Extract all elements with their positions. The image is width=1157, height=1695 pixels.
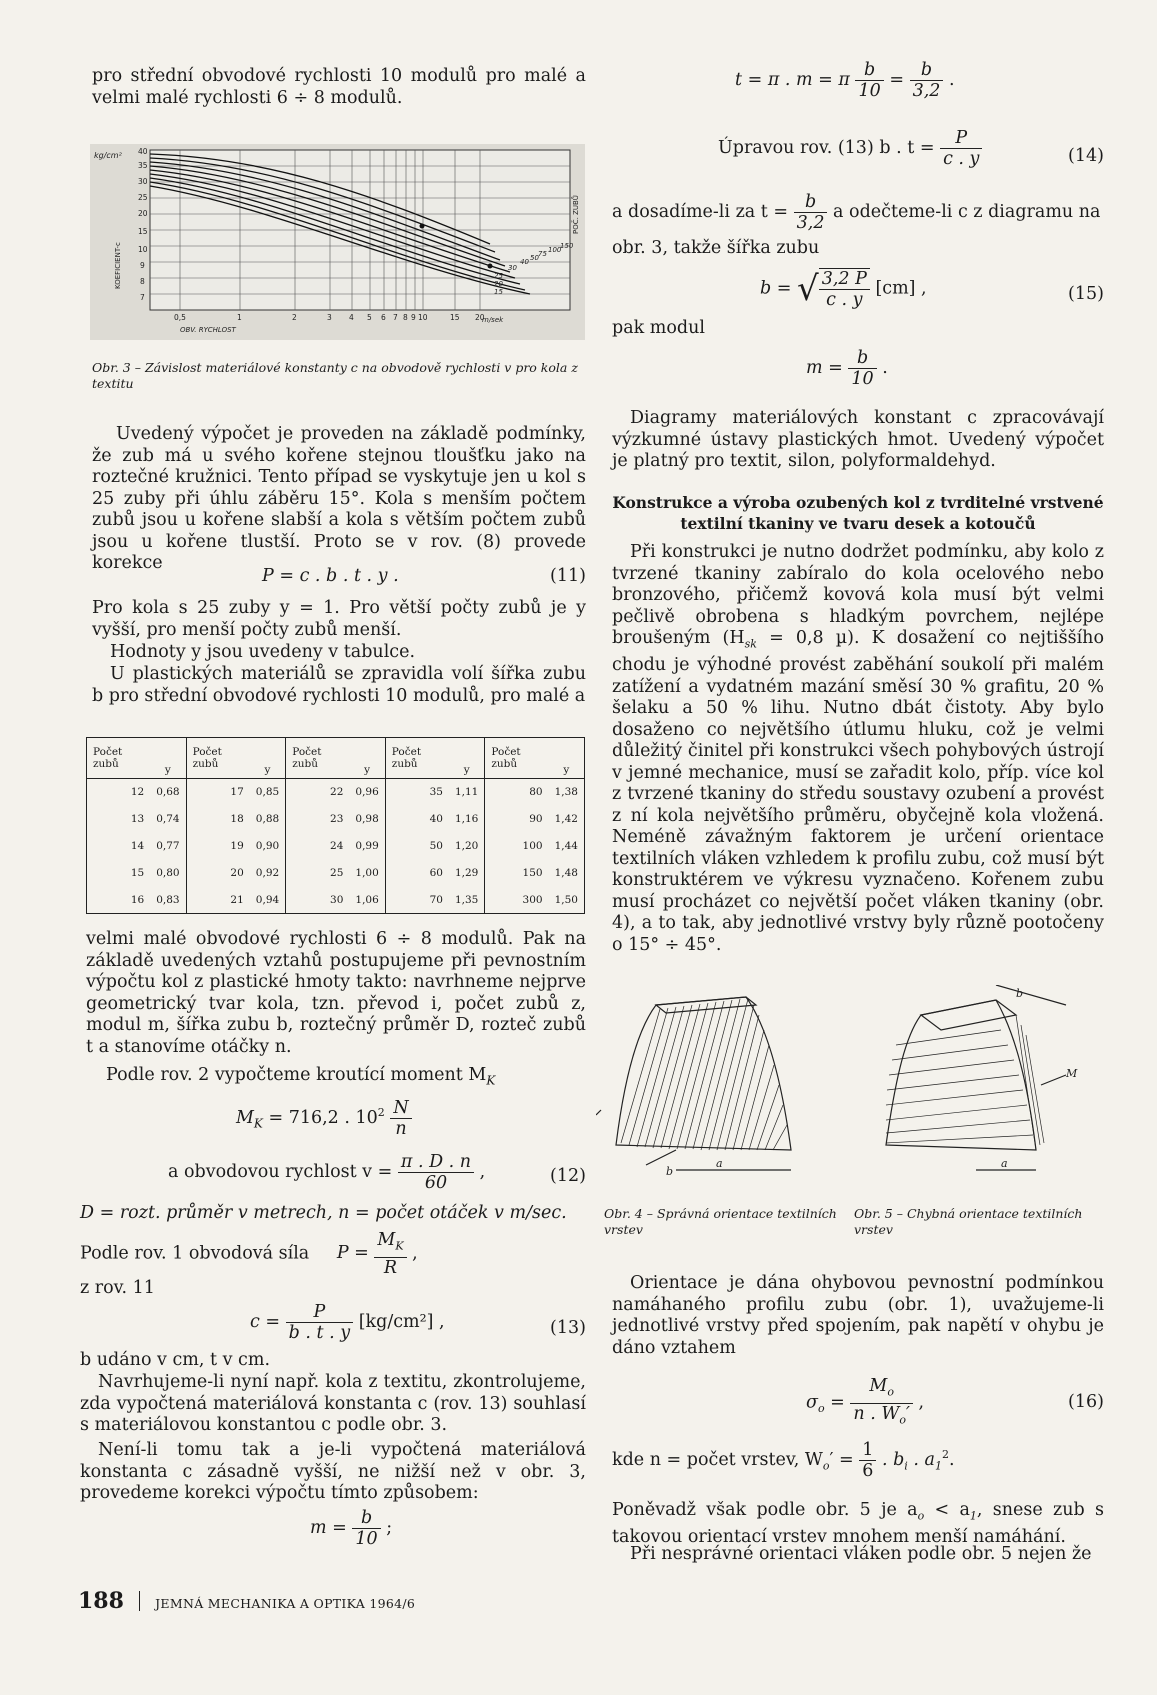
table-cell: 1,35 <box>454 893 479 906</box>
table-cell: 12 <box>130 786 145 799</box>
table-header-count: Počet zubů <box>485 738 549 778</box>
table-cell: 100 <box>485 832 549 859</box>
paragraph-r7: Poněvadž však podle obr. 5 je $a_o < a_1$, snese zub s takovou orientací vrstev mnohem menší namáhání. <box>612 1500 1104 1547</box>
y-tick: 35 <box>138 161 148 170</box>
y-values-table <box>86 737 585 914</box>
footer-divider <box>139 1591 140 1611</box>
table-header-y: y <box>364 763 371 776</box>
table-cell: 0,88 <box>255 813 280 826</box>
table-cell: 1,48 <box>554 866 578 879</box>
fig5-drawing <box>886 985 1066 1170</box>
equation-15 <box>760 268 927 310</box>
equation-p: Podle rov. 1 obvodová síla P = $\frac{M_K}{R}$ , <box>80 1230 418 1278</box>
fig5-label-b: b <box>1016 987 1024 1000</box>
y-unit-label: kg/cm² <box>94 151 122 160</box>
fig4-drawing <box>596 997 791 1170</box>
y-tick: 30 <box>138 177 148 186</box>
table-header-y: y <box>164 763 171 776</box>
eq-mk-fraction: $\frac{N}{n}$ <box>390 1098 411 1139</box>
equation-15-number: (15) <box>1068 284 1104 304</box>
table-cell: 20 <box>186 859 250 886</box>
x-tick: 7 <box>393 313 398 322</box>
z-tick: 100 <box>548 246 562 254</box>
eq-m-fraction: $\frac{b}{10}$ <box>352 1508 380 1549</box>
table-cell: 0,90 <box>255 839 280 852</box>
r7c: , snese zub s takovou orientací vrstev mnohem menší namáhání. <box>612 1500 1104 1547</box>
paragraph-9: Navrhujeme-li nyní např. kola z textitu, zkontrolujeme, zda vypočtená materiálová konstanta c (rov. 13) souhlasí s materiálovou konstantou c podle obr. 3. <box>80 1372 586 1435</box>
x-tick: 9 <box>411 313 416 322</box>
table-cell: 1,11 <box>454 786 479 799</box>
x-axis-label: OBV. RYCHLOST <box>180 326 236 334</box>
y-tick: 9 <box>140 261 145 270</box>
eq-m2-lhs: m = <box>806 358 843 378</box>
x-tick: 5 <box>367 313 372 322</box>
x-tick: 2 <box>292 313 297 322</box>
eq16-fraction: $\frac{M_o}{n . W_o'}$ <box>850 1376 913 1430</box>
table-row <box>87 886 584 913</box>
r7a: Poněvadž však podle obr. 5 je a <box>612 1500 918 1520</box>
table-cell: 22 <box>286 778 350 806</box>
paragraph-r3: Diagramy materiálových konstant c zpracovávají výzkumné ústavy plastických hmot. Uvedený výpočet je platný pro textit, silon, polyformaldehyd. <box>612 408 1104 471</box>
x-unit-label: m/sek <box>482 316 504 324</box>
y-tick: 8 <box>140 277 145 286</box>
journal-name: JEMNÁ MECHANIKA A OPTIKA 1964/6 <box>155 1596 416 1611</box>
table-row <box>87 832 584 859</box>
paragraph-r2: pak modul <box>612 318 706 338</box>
figures-4-5 <box>596 985 1104 1195</box>
equation-12-number: (12) <box>550 1166 586 1186</box>
eq-mk-rhs: = 716,2 . 10 <box>268 1108 378 1128</box>
table-cell: 0,80 <box>156 866 180 879</box>
table-cell: 1,29 <box>454 866 479 879</box>
table-cell: 14 <box>130 839 145 852</box>
table-cell: 16 <box>130 893 145 906</box>
page-footer <box>78 1588 415 1614</box>
eq-m-tail: ; <box>386 1518 393 1538</box>
table-header-y: y <box>463 763 470 776</box>
table-header-count: Počet zubů <box>186 738 250 778</box>
z-tick: 25 <box>494 272 503 280</box>
figure-4-caption: Obr. 4 – Správná orientace textilních vrstev <box>604 1206 837 1237</box>
eq12-fraction: $\frac{\pi . D . n}{60}$ <box>398 1152 474 1193</box>
table-cell: 0,83 <box>156 893 180 906</box>
paragraph-8: b udáno v cm, t v cm. <box>80 1350 271 1370</box>
r4b-text: = 0,8 µ). K dosažení co nejtiššího chodu je výhodné provést zaběhání soukolí při malém zatížení a vydatném mazání směsí 30 % grafitu, 20 % šelaku a 50 % lihu. Nutno dbát čistoty. Aby bylo dosaženo co největšího útlumu hluku, což je velmi důležitý činitel při konstrukci všech pohybových ústrojí v jemné mechanice, musí se zařadit kolo, příp. více kol z tvrzené tkaniny do středu soustavy ozubení a provést z ní kola největšího průměru, obyčejně kola vložená. Neméně závažným faktorem je určení orientace textilních vláken vzhledem k profilu zubu, což musí být konstruktérem ve výkresu vyznačeno. Kořenem zubu musí procházet co největší počet vláken tkaniny (obr. 4), a to tak, aby jednotlivé vrstvy byly různě pootočeny o 15° ÷ 45°. <box>612 628 1104 955</box>
y-tick: 25 <box>138 193 148 202</box>
table-header-count: Počet zubů <box>93 745 123 770</box>
table-cell: 0,85 <box>255 786 280 799</box>
table-cell: 35 <box>385 778 449 806</box>
x-tick: 1 <box>237 313 242 322</box>
y-tick: 20 <box>138 209 148 218</box>
table-row <box>87 778 584 806</box>
figure-5-caption: Obr. 5 – Chybná orientace textilních vrstev <box>854 1206 1083 1237</box>
table-cell: 30 <box>286 886 350 913</box>
table-cell: 40 <box>385 806 449 833</box>
p6-lead: Podle rov. 1 obvodová síla <box>80 1243 310 1264</box>
paragraph-r8: Při nesprávné orientaci vláken podle obr. 5 nejen že <box>630 1544 1092 1564</box>
eq16-sigma: σ <box>806 1392 818 1413</box>
table-cell: 0,92 <box>255 866 280 879</box>
z-tick: 30 <box>508 264 517 272</box>
x-tick: 20 <box>475 313 485 322</box>
paragraph-2c: U plastických materiálů se zpravidla volí šířka zubu b pro střední obvodové rychlosti 10 modulů, pro malé a <box>92 664 586 706</box>
eq13-lhs: c = <box>250 1312 281 1332</box>
table-cell: 60 <box>385 859 449 886</box>
x-tick: 6 <box>381 313 386 322</box>
fig4-label-a: a <box>716 1157 723 1170</box>
eq-t-frac1: $\frac{b}{10}$ <box>855 60 883 101</box>
p6-eq: P = <box>336 1243 369 1264</box>
eq-t-lhs: t = π . m = π <box>735 70 850 90</box>
table-row <box>87 806 584 833</box>
table-cell: 1,20 <box>454 839 479 852</box>
eq-t-frac2: $\frac{b}{3,2}$ <box>910 60 944 101</box>
table-cell: 15 <box>130 866 145 879</box>
table-cell: 0,94 <box>255 893 280 906</box>
x-tick: 10 <box>418 313 428 322</box>
table-cell: 1,42 <box>554 813 578 826</box>
paragraph-5: D = rozt. průměr v metrech, n = počet otáček v m/sec. <box>80 1203 567 1223</box>
eq15-lhs: b = <box>760 278 792 299</box>
paragraph-10: Není-li tomu tak a je-li vypočtená materiálová konstanta c zásadně vyšší, ne nižší než v obr. 3, provedeme korekci výpočtu tímto způsobem: <box>80 1440 586 1503</box>
table-header-y: y <box>264 763 271 776</box>
gear-tooth-drawings <box>596 985 1104 1195</box>
right-axis-label: POČ. ZUBŮ <box>572 195 580 234</box>
eq15-fraction: $\frac{3,2 P}{c . y}$ <box>819 268 870 310</box>
table-cell: 18 <box>186 806 250 833</box>
subscript: K <box>253 1116 263 1131</box>
equation-m2: m = $\frac{b}{10}$ . <box>806 348 888 389</box>
y-tick: 40 <box>138 147 148 156</box>
table-cell: 0,68 <box>156 786 180 799</box>
table-row <box>87 859 584 886</box>
paragraph-r4 <box>612 542 1104 956</box>
table-cell: 21 <box>186 886 250 913</box>
table-cell: 0,98 <box>355 813 379 826</box>
sqrt-symbol: √ <box>797 269 819 309</box>
table-cell: 1,16 <box>454 813 479 826</box>
table-cell: 0,77 <box>156 839 180 852</box>
r6-text: kde n = počet vrstev, W <box>612 1450 823 1470</box>
x-tick: 4 <box>349 313 354 322</box>
paragraph-r6: kde n = počet vrstev, $W_o'$ = $\frac{1}{6}$ . $b_i$ . $a_1^2$. <box>612 1440 955 1481</box>
fig4-label-b: b <box>666 1165 674 1178</box>
paragraph-2b: Hodnoty y jsou uvedeny v tabulce. <box>110 642 416 662</box>
table-cell: 13 <box>130 813 145 826</box>
fig5-label-a: a <box>1001 1157 1008 1170</box>
paragraph-r1 <box>612 192 1100 233</box>
eq13-unit: [kg/cm²] , <box>358 1312 445 1332</box>
table-cell: 70 <box>385 886 449 913</box>
eq12-lead: a obvodovou rychlost v = <box>168 1162 393 1182</box>
equation-12: a obvodovou rychlost v = $\frac{\pi . D . n}{60}$ , <box>168 1152 486 1193</box>
subscript: K <box>486 1073 496 1088</box>
table-cell: 80 <box>485 778 549 806</box>
section-heading: Konstrukce a výroba ozubených kol z tvrditelné vrstvené textilní tkaniny ve tvaru desek a kotoučů <box>612 493 1104 533</box>
y-tick: 15 <box>138 227 148 236</box>
equation-14 <box>718 128 982 169</box>
equation-11-number: (11) <box>550 566 586 586</box>
figure-3-chart <box>90 144 585 340</box>
x-tick: 0,5 <box>174 313 186 322</box>
page-number: 188 <box>78 1588 124 1614</box>
equation-11: P = c . b . t . y . <box>262 566 399 586</box>
table-header-count: Počet zubů <box>385 738 449 778</box>
table-cell: 300 <box>485 886 549 913</box>
table-cell: 1,38 <box>554 786 578 799</box>
z-tick: 150 <box>560 242 574 250</box>
eq14-lead: Úpravou rov. (13) b . t = <box>718 138 935 158</box>
y-tick: 10 <box>138 245 148 254</box>
r4-text: Při konstrukci je nutno dodržet podmínku, aby kolo z tvrzené tkaniny zabíralo do kola ocelového nebo bronzového, přičemž kovová kola musí být velmi pečlivě obrobena s hladkým povrchem, nejlépe broušeným (H <box>612 542 1104 648</box>
table-cell: 25 <box>286 859 350 886</box>
table-cell: 0,74 <box>156 813 180 826</box>
r1a: a dosadíme-li za t = <box>612 202 789 222</box>
table-cell: 19 <box>186 832 250 859</box>
paragraph-2a: Pro kola s 25 zuby y = 1. Pro větší počty zubů je y vyšší, pro menší počty zubů menší. <box>92 598 586 640</box>
eq-m-lhs: m = <box>310 1518 347 1538</box>
subscript-sk: sk <box>744 637 757 651</box>
x-tick: 8 <box>403 313 408 322</box>
table-cell: 50 <box>385 832 449 859</box>
z-tick: 50 <box>530 254 539 262</box>
equation-t: t = π . m = π $\frac{b}{10}$ = $\frac{b}{3,2}$ . <box>735 60 955 101</box>
table <box>87 738 584 913</box>
x-tick: 3 <box>327 313 332 322</box>
z-tick: 75 <box>538 250 547 258</box>
paragraph-7: z rov. 11 <box>80 1278 155 1298</box>
eq15-unit: [cm] , <box>875 278 927 299</box>
paragraph-4-text: Podle rov. 2 vypočteme kroutící moment M <box>106 1065 487 1085</box>
table-cell: 1,50 <box>554 893 578 906</box>
table-cell: 24 <box>286 832 350 859</box>
equation-16-number: (16) <box>1068 1392 1104 1412</box>
table-cell: 0,99 <box>355 839 379 852</box>
z-tick: 15 <box>494 288 503 296</box>
equation-13-number: (13) <box>550 1318 586 1338</box>
z-tick: 40 <box>520 258 529 266</box>
paragraph-r5: Orientace je dána ohybovou pevnostní podmínkou namáhaného profilu zubu (obr. 1), uvažujeme-li jednotlivé vrstvy před spojením, pak napětí v ohybu je dáno vztahem <box>612 1273 1104 1358</box>
r6-fraction: $\frac{1}{6}$ <box>859 1440 876 1481</box>
equation-14-number: (14) <box>1068 146 1104 166</box>
eq14-fraction: $\frac{P}{c . y}$ <box>940 128 982 169</box>
y-axis-label: KOEFICIENT-c <box>114 242 122 289</box>
equation-m <box>310 1508 392 1549</box>
equation-mk: $M_K = 716,2$ . $10^2$ $\frac{N}{n}$ <box>236 1098 412 1139</box>
table-header-y: y <box>563 763 570 776</box>
table-cell: 150 <box>485 859 549 886</box>
table-cell: 1,44 <box>554 839 578 852</box>
table-header-count: Počet zubů <box>286 738 350 778</box>
y-tick: 7 <box>140 293 145 302</box>
p6-fraction: $\frac{M_K}{R}$ <box>374 1230 406 1278</box>
figure-3-caption: Obr. 3 – Závislost materiálové konstanty c na obvodově rychlosti v pro kola z textitu <box>92 360 578 391</box>
table-cell: 23 <box>286 806 350 833</box>
paragraph-1: Uvedený výpočet je proveden na základě podmínky, že zub má u svého kořene stejnou tloušťku jako na roztečné kružnici. Tento případ se vyskytuje jen u kol s 25 zuby při úhlu záběru 15°. Kola s menším počtem zubů jsou u kořene slabší a kola s větším počtem zubů jsou u kořene tlustší. Proto se v rov. (8) provede korekce <box>92 424 586 573</box>
equation-16: $\sigma_o$ = $\frac{M_o}{n . W_o'}$ , <box>806 1376 924 1430</box>
table-cell: 1,06 <box>355 893 379 906</box>
eq-mk-lhs: M <box>236 1108 254 1128</box>
x-tick: 15 <box>450 313 460 322</box>
table-cell: 1,00 <box>355 866 379 879</box>
equation-13 <box>250 1302 445 1343</box>
chart-svg <box>90 144 585 340</box>
paragraph-4 <box>92 1065 586 1092</box>
eq13-fraction: $\frac{P}{b . t . y}$ <box>286 1302 354 1343</box>
r1b: a odečteme-li c z diagramu na <box>833 202 1101 222</box>
paragraph-r1c: obr. 3, takže šířka zubu <box>612 238 820 258</box>
r7b: < a <box>934 1500 970 1520</box>
table-cell: 17 <box>186 778 250 806</box>
table-cell: 0,96 <box>355 786 379 799</box>
eq-m2-fraction: $\frac{b}{10}$ <box>848 348 876 389</box>
paragraph-3: velmi malé obvodové rychlosti 6 ÷ 8 modulů. Pak na základě uvedených vztahů postupujeme při pevnostním výpočtu kol z plastické hmoty takto: navrhneme nejprve geometrický tvar kola, tzn. převod i, počet zubů z, modul m, šířka zubu b, roztečný průměr D, rozteč zubů t a stanovíme otáčky n. <box>86 929 586 1057</box>
fig5-label-M: M <box>1066 1067 1078 1080</box>
z-tick: 20 <box>494 280 503 288</box>
table-cell: 90 <box>485 806 549 833</box>
r1-fraction: $\frac{b}{3,2}$ <box>794 192 828 233</box>
paragraph-intro: pro střední obvodové rychlosti 10 modulů pro malé a velmi malé rychlosti 6 ÷ 8 modulů. <box>92 66 586 108</box>
